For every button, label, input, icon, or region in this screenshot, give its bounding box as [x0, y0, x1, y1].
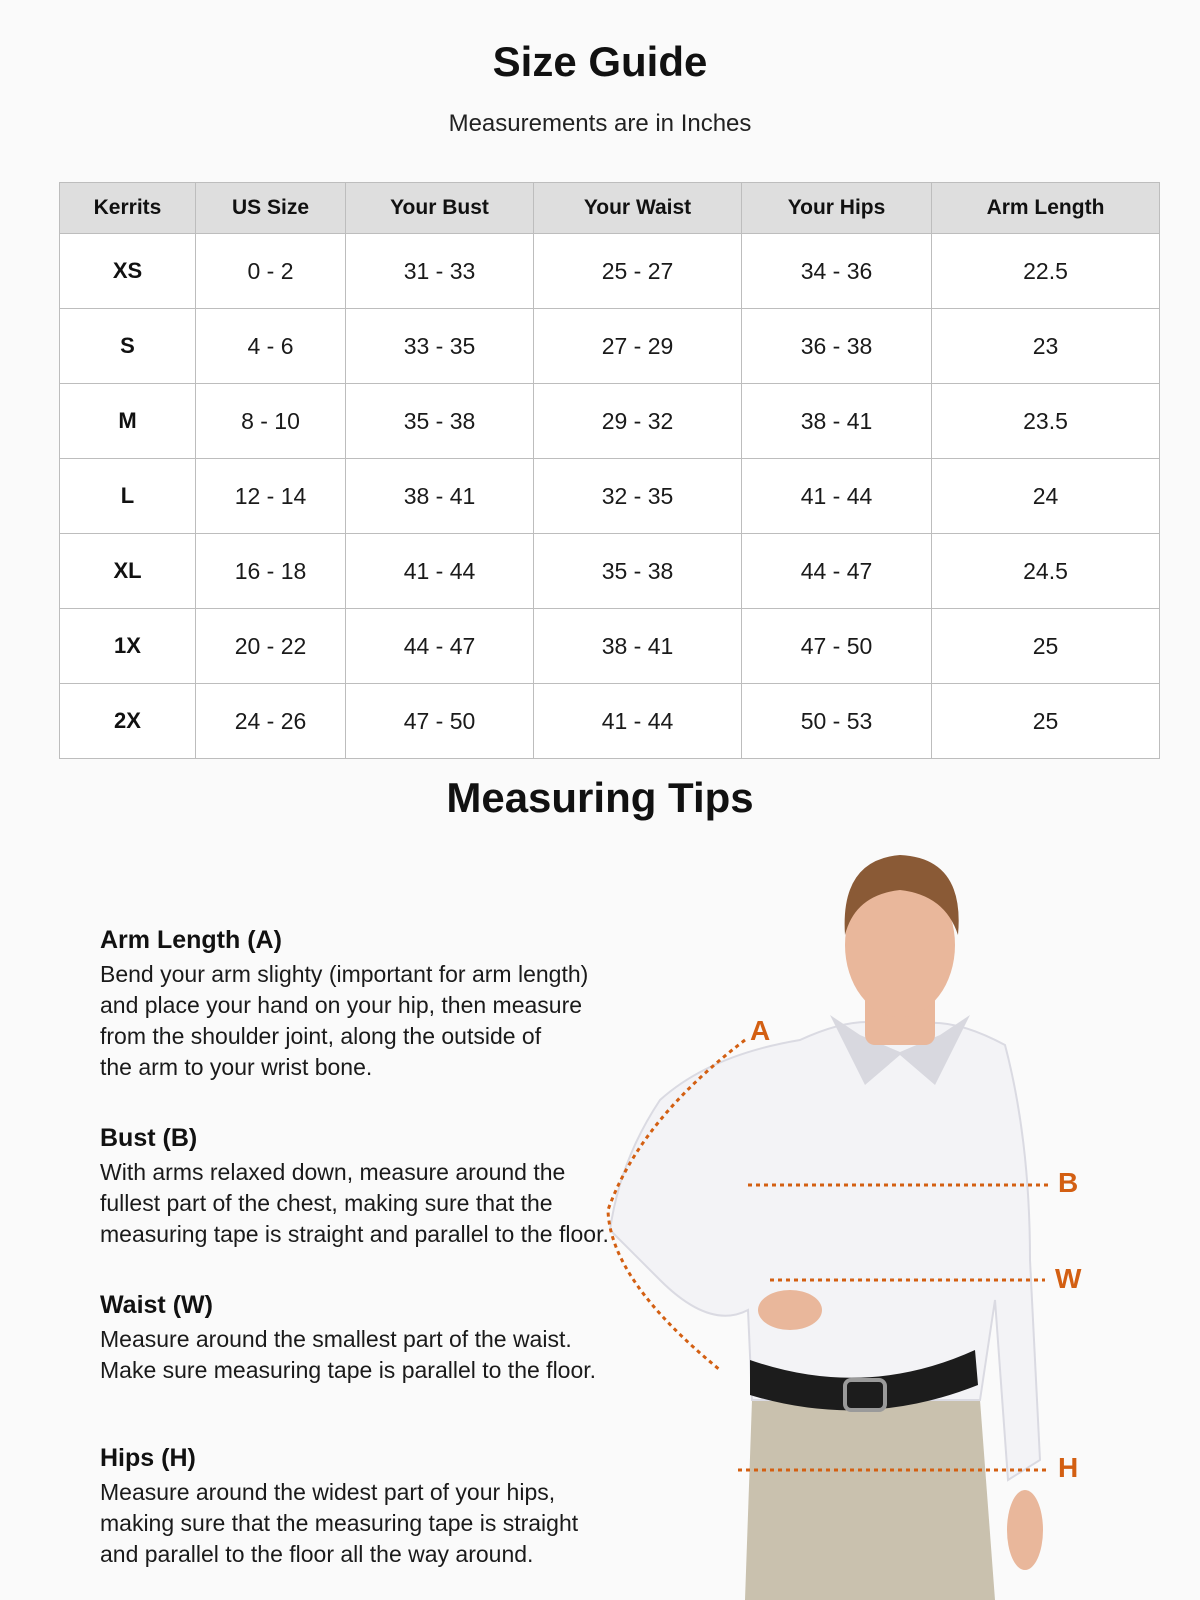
table-row [60, 234, 1160, 309]
column-header: Arm Length [932, 183, 1160, 234]
marker-a: A [750, 1015, 771, 1046]
table-cell: 8 - 10 [196, 384, 346, 459]
table-cell: 24 [932, 459, 1160, 534]
table-cell: 38 - 41 [534, 609, 742, 684]
column-header: Your Hips [742, 183, 932, 234]
table-cell: 47 - 50 [346, 684, 534, 759]
table-cell: 25 - 27 [534, 234, 742, 309]
table-cell: 44 - 47 [346, 609, 534, 684]
marker-w: W [1055, 1263, 1082, 1294]
tip-line: Make sure measuring tape is parallel to the floor. [100, 1357, 597, 1383]
marker-b: B [1058, 1167, 1079, 1198]
tip-line: Bend your arm slighty (important for arm length) [100, 961, 589, 987]
marker-h: H [1058, 1452, 1079, 1483]
table-header-row [60, 183, 1160, 234]
table-row [60, 534, 1160, 609]
table-cell: 20 - 22 [196, 609, 346, 684]
table-cell: 34 - 36 [742, 234, 932, 309]
measuring-tips-title: Measuring Tips [446, 774, 754, 821]
table-cell: 0 - 2 [196, 234, 346, 309]
table-cell: 16 - 18 [196, 534, 346, 609]
tip-bust [100, 1123, 630, 1250]
tip-line: the arm to your wrist bone. [100, 1054, 373, 1080]
table-cell: 32 - 35 [534, 459, 742, 534]
column-header: Your Waist [534, 183, 742, 234]
table-cell: 12 - 14 [196, 459, 346, 534]
table-cell: 1X [60, 609, 196, 684]
tip-line: Measure around the widest part of your hips, [100, 1479, 556, 1505]
page-title: Size Guide [492, 38, 708, 85]
tip-heading: Hips (H) [100, 1444, 196, 1472]
table-cell: 25 [932, 609, 1160, 684]
table-cell: 24.5 [932, 534, 1160, 609]
table-cell: 36 - 38 [742, 309, 932, 384]
table-cell: 38 - 41 [742, 384, 932, 459]
table-cell: 41 - 44 [742, 459, 932, 534]
model-illustration [600, 840, 1200, 1600]
pants-shape [745, 1400, 995, 1600]
table-cell: 27 - 29 [534, 309, 742, 384]
table-row [60, 459, 1160, 534]
table-row [60, 384, 1160, 459]
table-cell: 41 - 44 [534, 684, 742, 759]
tip-line: With arms relaxed down, measure around the [100, 1159, 566, 1185]
table-row [60, 684, 1160, 759]
table-row [60, 309, 1160, 384]
column-header: Kerrits [60, 183, 196, 234]
table-cell: L [60, 459, 196, 534]
table-cell: 47 - 50 [742, 609, 932, 684]
page-subtitle: Measurements are in Inches [448, 110, 752, 137]
tip-line: making sure that the measuring tape is straight [100, 1510, 579, 1536]
tip-heading: Bust (B) [100, 1124, 198, 1152]
table-cell: 22.5 [932, 234, 1160, 309]
tip-waist [100, 1290, 630, 1386]
table-cell: M [60, 384, 196, 459]
tip-line: measuring tape is straight and parallel to the floor. [100, 1221, 609, 1247]
table-cell: 2X [60, 684, 196, 759]
tip-arm-length [100, 925, 630, 1083]
table-cell: 25 [932, 684, 1160, 759]
table-cell: 41 - 44 [346, 534, 534, 609]
column-header: US Size [196, 183, 346, 234]
table-row [60, 609, 1160, 684]
table-cell: XL [60, 534, 196, 609]
table-cell: 33 - 35 [346, 309, 534, 384]
hand-shape [758, 1290, 822, 1330]
table-cell: 31 - 33 [346, 234, 534, 309]
table-cell: 44 - 47 [742, 534, 932, 609]
tip-line: and parallel to the floor all the way around. [100, 1541, 534, 1567]
tip-line: and place your hand on your hip, then measure [100, 992, 583, 1018]
tip-line: fullest part of the chest, making sure that the [100, 1190, 553, 1216]
tip-line: from the shoulder joint, along the outside of [100, 1023, 542, 1049]
model-figure [600, 840, 1200, 1600]
tip-hips [100, 1443, 630, 1570]
tip-heading: Arm Length (A) [100, 926, 282, 954]
table-cell: 38 - 41 [346, 459, 534, 534]
tip-line: Measure around the smallest part of the waist. [100, 1326, 572, 1352]
table-cell: 23.5 [932, 384, 1160, 459]
tip-heading: Waist (W) [100, 1291, 213, 1319]
table-cell: XS [60, 234, 196, 309]
table-cell: S [60, 309, 196, 384]
size-chart-table [59, 182, 1160, 759]
table-cell: 4 - 6 [196, 309, 346, 384]
table-cell: 24 - 26 [196, 684, 346, 759]
column-header: Your Bust [346, 183, 534, 234]
table-cell: 29 - 32 [534, 384, 742, 459]
hand-shape [1007, 1490, 1043, 1570]
table-cell: 35 - 38 [534, 534, 742, 609]
table-cell: 50 - 53 [742, 684, 932, 759]
table-cell: 23 [932, 309, 1160, 384]
table-cell: 35 - 38 [346, 384, 534, 459]
